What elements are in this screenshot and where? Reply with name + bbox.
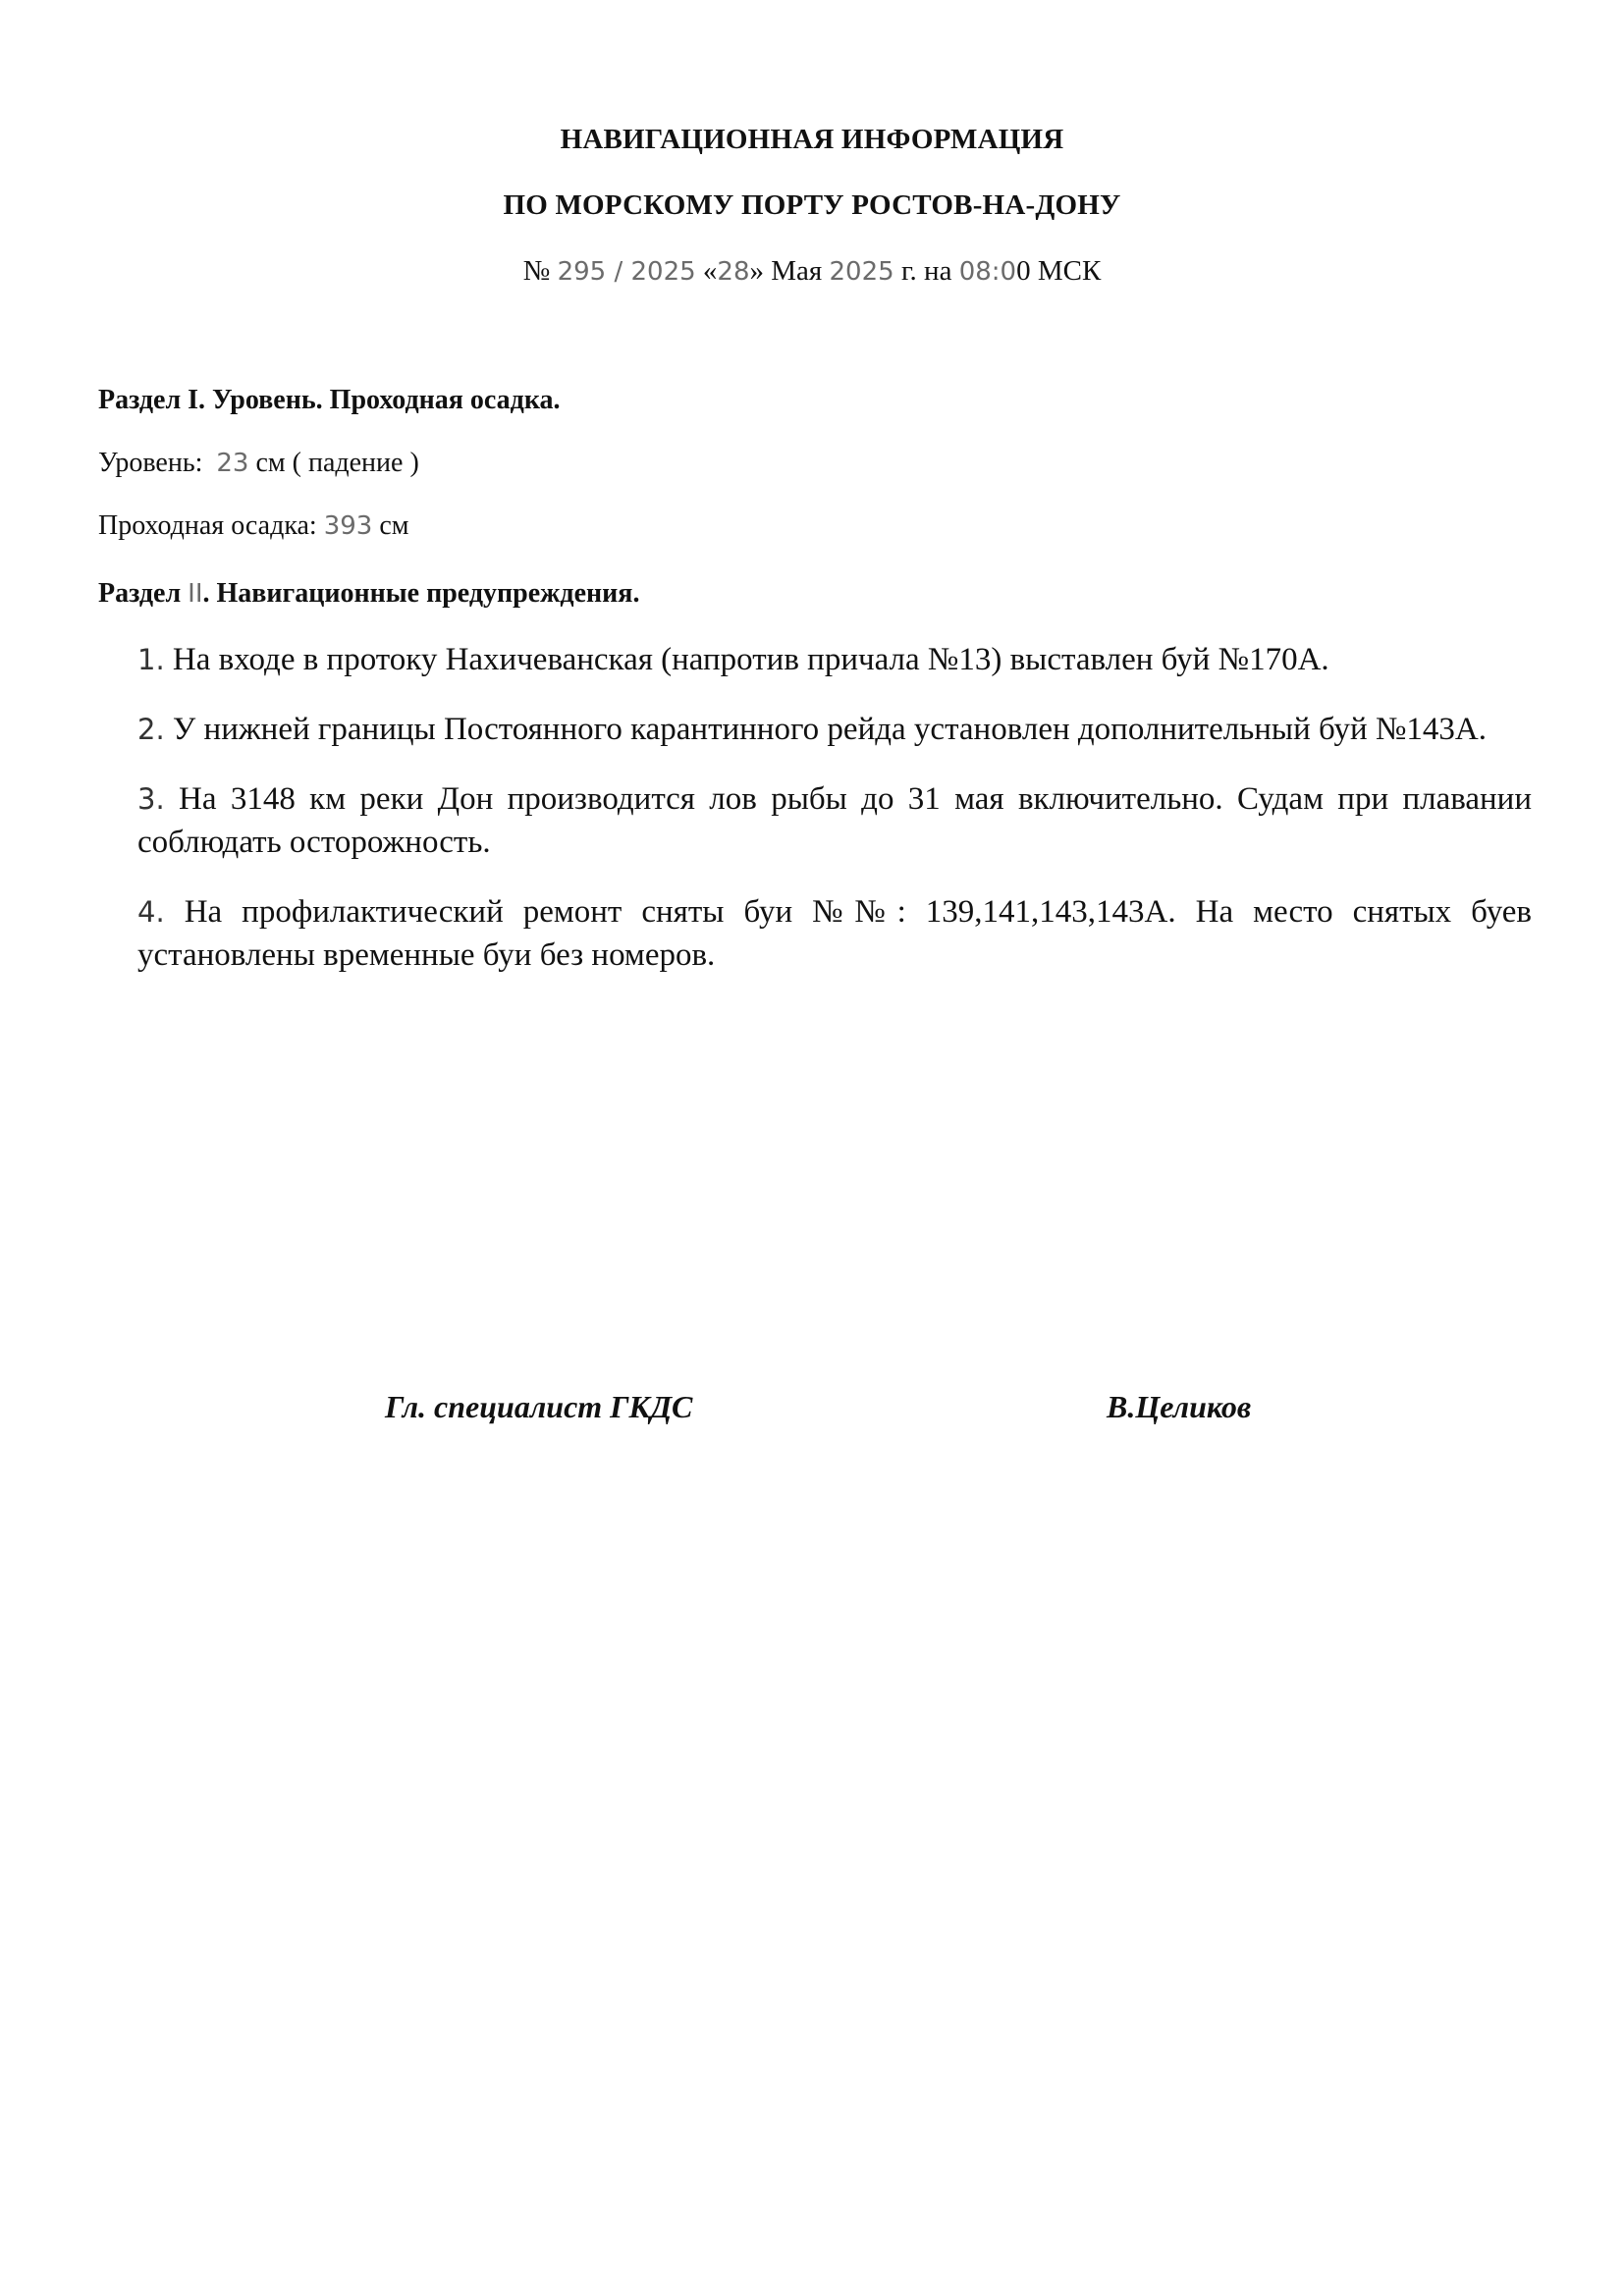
list-item <box>137 777 1532 864</box>
number-sign: № <box>522 255 551 287</box>
item-number: 3. <box>137 782 165 816</box>
level-line <box>98 448 419 479</box>
document-year: 2025 <box>829 257 894 287</box>
item-text: На 3148 км реки Дон производится лов рыбы до 31 мая включительно. Судам при плавании соблюдать осторожность. <box>137 781 1532 860</box>
item-number: 4. <box>137 895 165 929</box>
list-item <box>137 638 1532 681</box>
document-number-line <box>0 255 1624 288</box>
section2-heading <box>98 578 639 610</box>
document-number: 295 / 2025 <box>557 257 696 287</box>
document-time-zone: 0 МСК <box>1016 255 1102 287</box>
document-month: Мая <box>771 255 823 287</box>
level-unit: см ( падение ) <box>255 448 419 478</box>
section2-heading-word: Раздел <box>98 578 182 609</box>
section2-roman-numeral: II <box>188 579 203 609</box>
item-number: 1. <box>137 643 165 676</box>
item-text: У нижней границы Постоянного карантинного рейда установлен дополнительный буй №143А. <box>172 712 1488 747</box>
section2-heading-text: . Навигационные предупреждения. <box>202 578 640 609</box>
document-year-suffix: г. на <box>900 255 952 287</box>
quote-close: » <box>749 255 765 287</box>
document-title-line1: НАВИГАЦИОННАЯ ИНФОРМАЦИЯ <box>560 124 1064 155</box>
section1-heading: Раздел I. Уровень. Проходная осадка. <box>98 385 561 415</box>
item-text: На входе в протоку Нахичеванская (напротив причала №13) выставлен буй №170А. <box>172 642 1329 677</box>
document-day: 28 <box>717 257 750 287</box>
document-title-line2: ПО МОРСКОМУ ПОРТУ РОСТОВ-НА-ДОНУ <box>503 189 1121 221</box>
list-item <box>137 708 1532 751</box>
draft-line <box>98 510 409 542</box>
draft-label: Проходная осадка: <box>98 510 317 541</box>
draft-value: 393 <box>323 511 373 541</box>
item-text: На профилактический ремонт сняты буи №№: 139,141,143,143А. На место снятых буев установлены временные буи без номеров. <box>137 894 1533 973</box>
signatory-title: Гл. специалист ГКДС <box>385 1389 693 1424</box>
item-number: 2. <box>137 713 165 746</box>
list-item <box>137 890 1532 977</box>
draft-unit: см <box>379 510 409 541</box>
signatory-name: В.Целиков <box>1107 1389 1252 1424</box>
level-label: Уровень: <box>98 448 203 478</box>
level-value: 23 <box>216 449 249 478</box>
warnings-list <box>137 638 1532 1003</box>
quote-open: « <box>702 255 718 287</box>
document-time: 08:0 <box>958 257 1017 287</box>
